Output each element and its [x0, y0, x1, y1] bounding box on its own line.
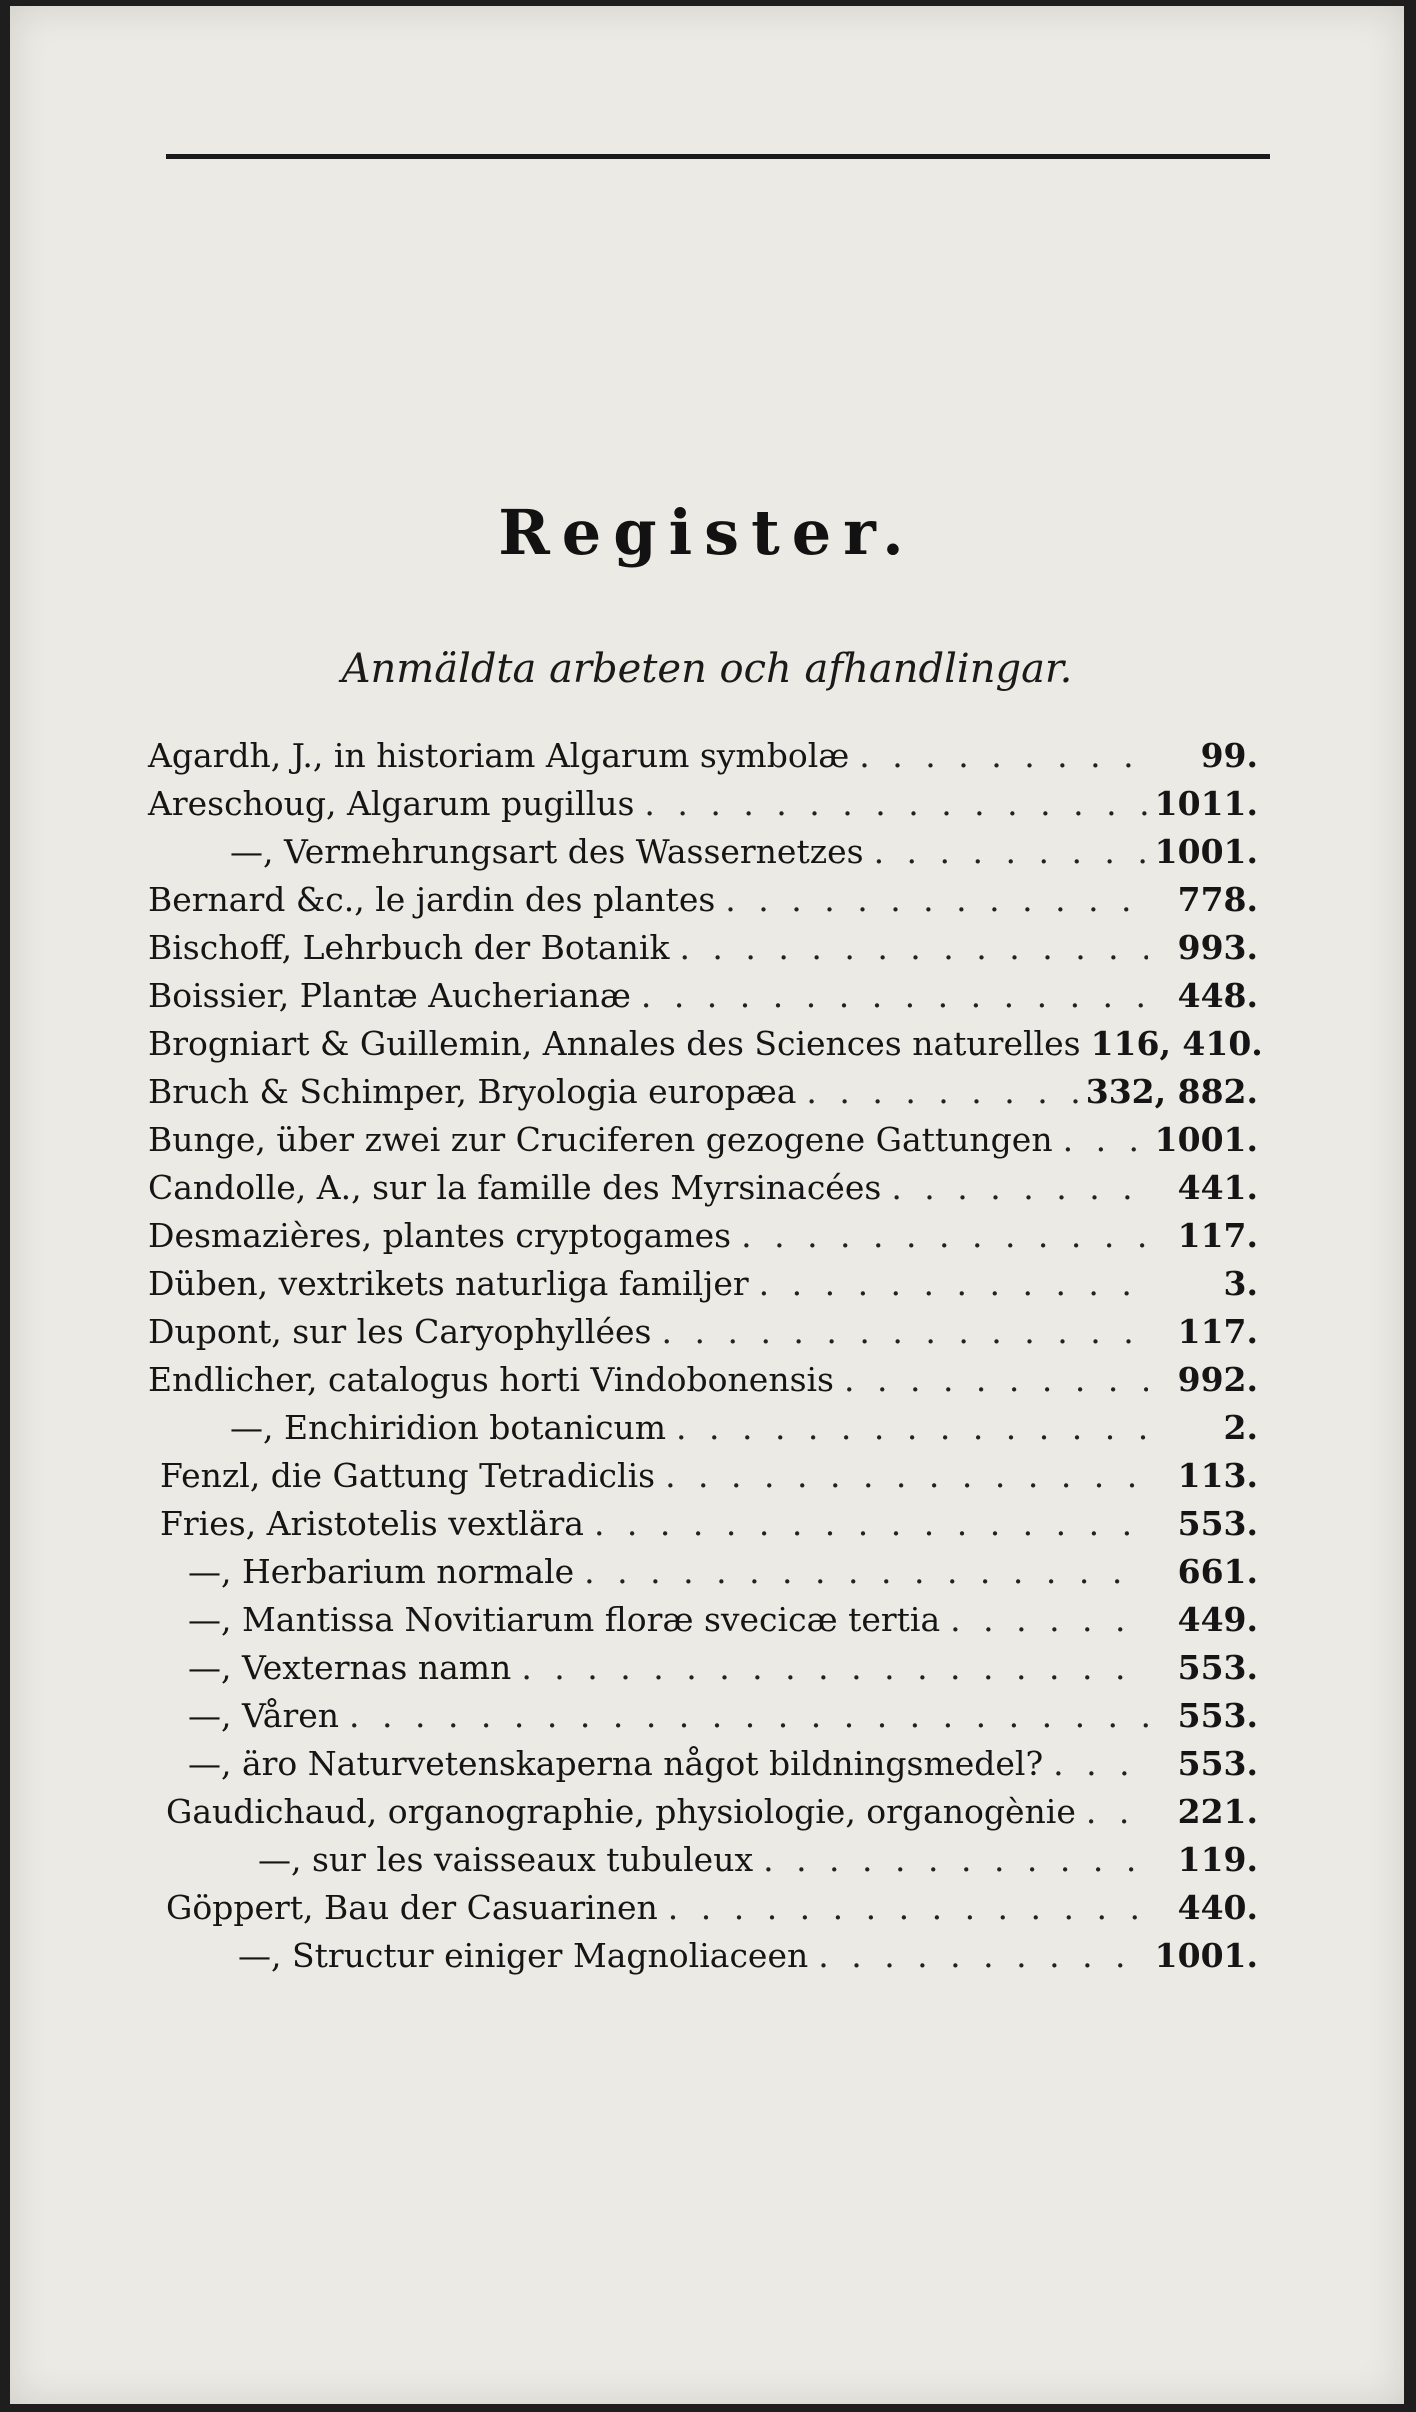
leader-dots — [1043, 1744, 1148, 1783]
register-entry — [148, 736, 1258, 784]
entry-text: Fenzl, die Gattung Tetradiclis — [160, 1456, 656, 1495]
leader-dots — [652, 1312, 1149, 1351]
register-entry — [148, 784, 1258, 832]
register-entry — [148, 1504, 1258, 1552]
leader-dots — [634, 784, 1148, 823]
entry-text: Agardh, J., in historiam Algarum symbolæ — [148, 736, 850, 775]
register-entry — [148, 1072, 1258, 1120]
register-entry — [148, 1168, 1258, 1216]
leader-dots — [864, 832, 1148, 871]
leader-dots — [808, 1936, 1148, 1975]
entry-page: 117. — [1177, 1216, 1258, 1255]
entry-page: 441. — [1177, 1168, 1258, 1207]
entry-text: Bernard &c., le jardin des plantes — [148, 880, 716, 919]
entry-text: Fries, Aristotelis vextlära — [160, 1504, 584, 1543]
entry-text: —, Structur einiger Magnoliaceen — [238, 1936, 809, 1975]
register-entry — [148, 976, 1258, 1024]
leader-dots — [655, 1456, 1148, 1495]
entry-text: —, Våren — [188, 1696, 340, 1735]
register-entry — [148, 1264, 1258, 1312]
register-entry — [148, 1456, 1258, 1504]
entry-page: 3. — [1223, 1264, 1258, 1303]
leader-dots — [631, 976, 1148, 1015]
entry-text: Dupont, sur les Caryophyllées — [148, 1312, 652, 1351]
leader-dots — [753, 1840, 1148, 1879]
register-entry — [148, 1744, 1258, 1792]
register-entry — [148, 880, 1258, 928]
entry-text: —, äro Naturvetenskaperna något bildningsmedel? — [188, 1744, 1044, 1783]
register-entry — [148, 1792, 1258, 1840]
entry-page: 778. — [1177, 880, 1258, 919]
entry-text: —, sur les vaisseaux tubuleux — [258, 1840, 754, 1879]
entry-page: 119. — [1177, 1840, 1258, 1879]
entry-page: 993. — [1177, 928, 1258, 967]
leader-dots — [881, 1168, 1148, 1207]
entry-page: 992. — [1177, 1360, 1258, 1399]
entry-text: Bunge, über zwei zur Cruciferen gezogene Gattungen — [148, 1120, 1053, 1159]
entry-page: 440. — [1177, 1888, 1258, 1927]
section-subtitle: Anmäldta arbeten och afhandlingar. — [341, 646, 1073, 692]
entry-text: Bruch & Schimper, Bryologia europæa — [148, 1072, 797, 1111]
register-entry — [148, 1360, 1258, 1408]
leader-dots — [669, 928, 1148, 967]
entry-text: Göppert, Bau der Casuarinen — [166, 1888, 658, 1927]
leader-dots — [574, 1552, 1148, 1591]
leader-dots — [940, 1600, 1148, 1639]
entry-page: 1011. — [1154, 784, 1258, 823]
leader-dots — [849, 736, 1148, 775]
entry-page: 1001. — [1154, 1936, 1258, 1975]
entry-text: Boissier, Plantæ Aucherianæ — [148, 976, 631, 1015]
register-entry — [148, 1648, 1258, 1696]
entry-text: Endlicher, catalogus horti Vindobonensis — [148, 1360, 834, 1399]
leader-dots — [834, 1360, 1148, 1399]
leader-dots — [584, 1504, 1148, 1543]
leader-dots — [1076, 1792, 1148, 1831]
entry-text: —, Vermehrungsart des Wassernetzes — [230, 832, 864, 871]
entry-text: Candolle, A., sur la famille des Myrsinacées — [148, 1168, 882, 1207]
leader-dots — [796, 1072, 1085, 1111]
entry-page: 2. — [1223, 1408, 1258, 1447]
register-entries — [148, 736, 1263, 1984]
entry-page: 221. — [1177, 1792, 1258, 1831]
entry-page: 553. — [1177, 1744, 1258, 1783]
entry-text: —, Enchiridion botanicum — [230, 1408, 666, 1447]
register-entry — [148, 1120, 1258, 1168]
entry-text: —, Vexternas namn — [188, 1648, 512, 1687]
entry-page: 1001. — [1154, 832, 1258, 871]
leader-dots — [715, 880, 1148, 919]
register-entry — [148, 1840, 1258, 1888]
entry-text: Areschoug, Algarum pugillus — [148, 784, 635, 823]
leader-dots — [339, 1696, 1148, 1735]
register-entry — [148, 1936, 1258, 1984]
leader-dots — [1053, 1120, 1148, 1159]
register-entry — [148, 832, 1258, 880]
entry-page: 449. — [1177, 1600, 1258, 1639]
entry-text: Gaudichaud, organographie, physiologie, organogènie — [166, 1792, 1076, 1831]
leader-dots — [666, 1408, 1148, 1447]
entry-page: 553. — [1177, 1504, 1258, 1543]
register-entry — [148, 1216, 1258, 1264]
register-entry — [148, 1600, 1258, 1648]
leader-dots — [731, 1216, 1148, 1255]
leader-dots — [658, 1888, 1148, 1927]
header-rule — [166, 154, 1270, 159]
document-page — [10, 6, 1404, 2404]
register-entry — [148, 1696, 1258, 1744]
entry-page: 99. — [1200, 736, 1258, 775]
register-entry — [148, 928, 1258, 976]
entry-text: Düben, vextrikets naturliga familjer — [148, 1264, 749, 1303]
register-entry — [148, 1024, 1263, 1072]
register-entry — [148, 1408, 1258, 1456]
entry-text: —, Herbarium normale — [188, 1552, 575, 1591]
entry-page: 448. — [1177, 976, 1258, 1015]
entry-page: 553. — [1177, 1648, 1258, 1687]
entry-text: Desmazières, plantes cryptogames — [148, 1216, 732, 1255]
register-entry — [148, 1552, 1258, 1600]
entry-text: Bischoff, Lehrbuch der Botanik — [148, 928, 670, 967]
entry-page: 1001. — [1154, 1120, 1258, 1159]
entry-page: 661. — [1177, 1552, 1258, 1591]
register-entry — [148, 1312, 1258, 1360]
entry-page: 113. — [1177, 1456, 1258, 1495]
leader-dots — [1081, 1024, 1091, 1063]
entry-text: —, Mantissa Novitiarum floræ svecicæ tertia — [188, 1600, 941, 1639]
entry-page: 117. — [1177, 1312, 1258, 1351]
leader-dots — [749, 1264, 1148, 1303]
page-title: Register. — [498, 496, 916, 569]
entry-page: 116, 410. — [1090, 1024, 1263, 1063]
register-entry — [148, 1888, 1258, 1936]
entry-page: 553. — [1177, 1696, 1258, 1735]
entry-page: 332, 882. — [1085, 1072, 1258, 1111]
leader-dots — [511, 1648, 1148, 1687]
entry-text: Brogniart & Guillemin, Annales des Sciences naturelles — [148, 1024, 1081, 1063]
